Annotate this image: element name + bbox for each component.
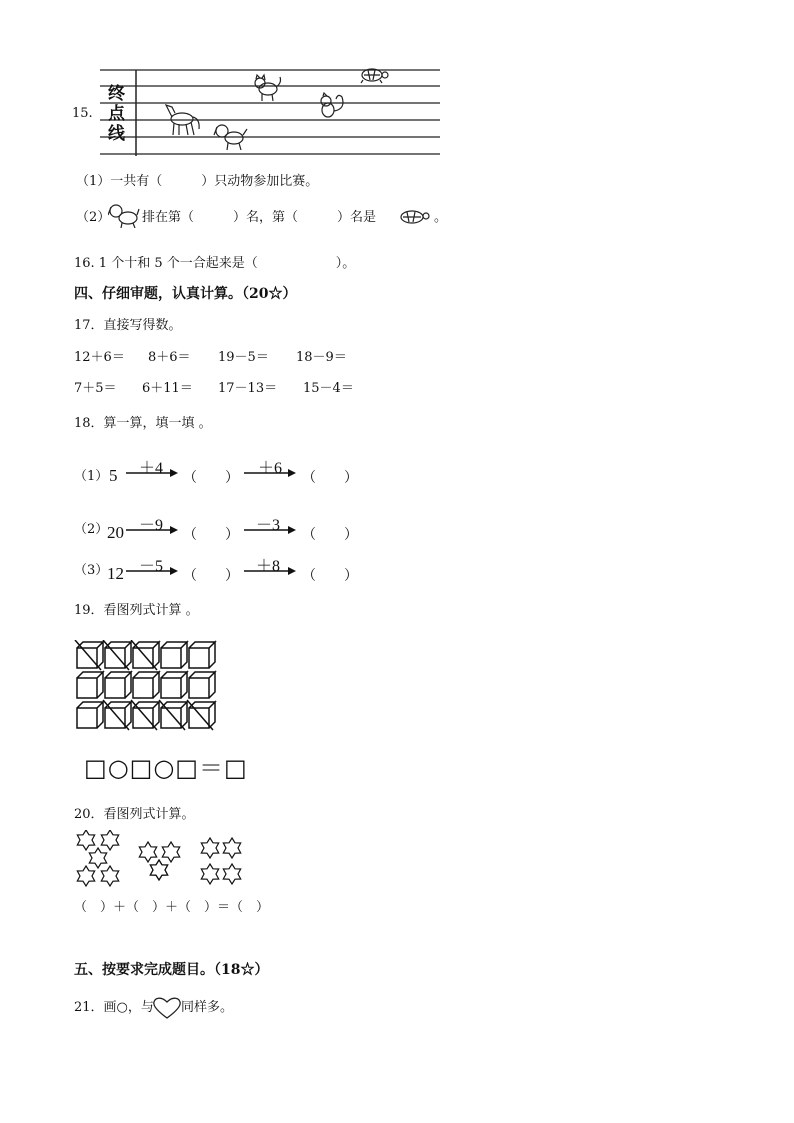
q17-expr: 12＋6＝ xyxy=(74,350,125,365)
q18-operation: －5 xyxy=(139,558,164,575)
q17-expr: 7＋5＝ xyxy=(74,381,117,396)
star-icon xyxy=(89,848,106,868)
q17-expr: 8＋6＝ xyxy=(148,350,191,365)
cube-icon xyxy=(77,702,103,728)
cube-icon xyxy=(131,700,159,730)
equation-box[interactable]: □ xyxy=(175,754,199,782)
star-icon xyxy=(201,838,218,858)
operator-circle[interactable]: ○ xyxy=(153,754,176,782)
equation-box[interactable]: □ xyxy=(84,754,108,782)
q18-operation: ＋8 xyxy=(256,558,281,575)
q17-expr: 18－9＝ xyxy=(296,350,347,365)
q20-equation[interactable]: （ ）＋（ ）＋（ ）＝（ ） xyxy=(74,900,270,915)
q18-operation: －3 xyxy=(256,517,281,534)
answer-blank[interactable]: （ ） xyxy=(183,527,239,543)
q18-start-number: 5 xyxy=(109,466,118,485)
q18-start-number: 12 xyxy=(107,564,124,583)
q19-equation xyxy=(84,755,248,781)
star-icon xyxy=(101,830,118,850)
cube-icon xyxy=(161,642,187,668)
operator-circle[interactable]: ○ xyxy=(107,754,130,782)
dog-icon xyxy=(108,202,140,228)
question-20-title: 20．看图列式计算。 xyxy=(74,807,195,822)
heart-icon xyxy=(152,996,182,1020)
star-icon xyxy=(101,866,118,886)
cube-icon xyxy=(159,700,187,730)
cube-icon xyxy=(189,642,215,668)
star-icon xyxy=(223,838,240,858)
cat-icon xyxy=(255,75,281,101)
equation-box[interactable]: □ xyxy=(129,754,154,782)
q18-operation: ＋4 xyxy=(139,460,164,477)
cube-icon xyxy=(75,640,103,670)
equals-sign: ＝ xyxy=(198,754,224,782)
cube-grid xyxy=(74,640,224,734)
star-icon xyxy=(223,864,240,884)
star-icon xyxy=(77,866,94,886)
squirrel-icon xyxy=(321,93,343,117)
star-icon xyxy=(139,842,156,862)
star-icon xyxy=(77,830,94,850)
finish-char-2: 点 xyxy=(108,104,125,124)
arrow-icon xyxy=(126,524,182,536)
question-19-title: 19．看图列式计算 。 xyxy=(74,603,199,618)
answer-blank[interactable]: （ ） xyxy=(302,568,358,584)
cube-icon xyxy=(105,672,131,698)
star-icon xyxy=(150,860,167,880)
cube-icon xyxy=(77,672,103,698)
q18-item-label: （2） xyxy=(74,522,109,537)
question-21-prefix: 21．画○，与 xyxy=(74,1000,154,1015)
finish-line-label xyxy=(108,84,125,144)
cube-icon xyxy=(133,672,159,698)
q18-item-label: （3） xyxy=(74,563,109,578)
q17-expr: 19－5＝ xyxy=(218,350,269,365)
section-5-title: 五、按要求完成题目。（18☆） xyxy=(74,962,269,978)
q18-item-label: （1） xyxy=(74,469,109,484)
question-15-number: 15. xyxy=(72,106,93,121)
question-17-title: 17．直接写得数。 xyxy=(74,318,182,333)
answer-blank[interactable]: （ ） xyxy=(183,470,239,486)
turtle-icon xyxy=(397,207,433,227)
question-15-sub2-end: 。 xyxy=(434,210,448,225)
arrow-icon xyxy=(244,524,300,536)
q18-start-number: 20 xyxy=(107,523,124,542)
finish-char-3: 线 xyxy=(108,124,125,144)
star-icon xyxy=(162,842,179,862)
race-track-figure xyxy=(96,65,446,160)
finish-char-1: 终 xyxy=(108,84,125,104)
turtle-icon xyxy=(361,69,388,83)
q17-expr: 17－13＝ xyxy=(218,381,278,396)
q17-expr: 6＋11＝ xyxy=(142,381,193,396)
arrow-icon xyxy=(126,467,182,479)
q17-expr: 15－4＝ xyxy=(303,381,354,396)
section-4-title: 四、仔细审题，认真计算。（20☆） xyxy=(74,286,297,302)
answer-blank[interactable]: （ ） xyxy=(302,470,358,486)
question-21-suffix: 同样多。 xyxy=(181,1000,234,1015)
cube-icon xyxy=(189,672,215,698)
cube-icon xyxy=(161,672,187,698)
question-16: 16. 1 个十和 5 个一合起来是（ ）。 xyxy=(74,256,356,271)
star-icon xyxy=(201,864,218,884)
arrow-icon xyxy=(244,467,300,479)
cube-icon xyxy=(103,700,131,730)
answer-blank[interactable]: （ ） xyxy=(302,527,358,543)
cube-icon xyxy=(103,640,131,670)
question-15-sub2-text: 排在第（ ）名，第（ ）名是 xyxy=(142,210,377,225)
question-15-sub1: （1）一共有（ ）只动物参加比赛。 xyxy=(76,174,319,189)
equation-box[interactable]: □ xyxy=(223,754,248,782)
q18-operation: －9 xyxy=(139,517,164,534)
answer-blank[interactable]: （ ） xyxy=(183,568,239,584)
question-15-sub2-prefix: （2） xyxy=(76,210,111,225)
star-groups xyxy=(74,830,254,892)
q18-operation: ＋6 xyxy=(258,460,283,477)
arrow-icon xyxy=(126,565,182,577)
cube-icon xyxy=(187,700,215,730)
cube-icon xyxy=(131,640,159,670)
question-18-title: 18．算一算，填一填 。 xyxy=(74,416,212,431)
arrow-icon xyxy=(244,565,300,577)
